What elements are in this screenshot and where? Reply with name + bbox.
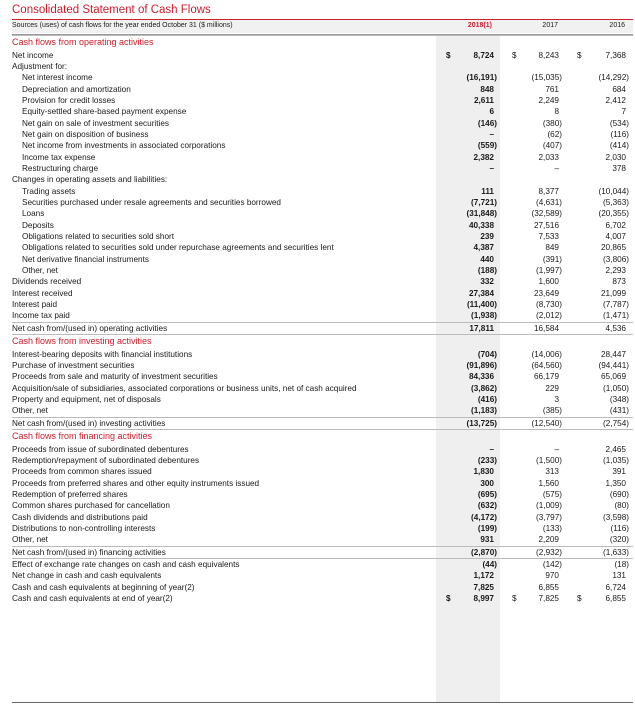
value-cell: 1,600 [538,277,559,287]
value-cell: 84,336 [468,372,494,382]
table-row [12,129,633,140]
table-row [12,208,633,219]
value-cell: 332 [480,277,494,287]
statement-title: Consolidated Statement of Cash Flows [12,4,211,16]
currency-symbol: $ [512,593,517,603]
value-cell: (14,292) [598,73,629,83]
value-cell: 6,702 [605,220,626,230]
value-cell: (407) [542,141,562,151]
value-cell: (704) [477,349,497,359]
footer-rule [12,702,633,703]
row-label: Cash flows from investing activities [12,336,152,347]
value-cell: 65,069 [600,372,626,382]
table-row [12,534,633,545]
value-cell: 131 [612,571,626,581]
row-label: Deposits [22,220,54,230]
row-label: Net cash from/(used in) operating activities [12,323,168,333]
table-row [12,466,633,477]
table-row [12,394,633,405]
value-cell: – [489,163,494,173]
row-label: Property and equipment, net of disposals [12,394,161,404]
row-label: Net gain on disposition of business [22,129,149,139]
value-cell: 17,811 [469,323,494,333]
value-cell: 20,865 [600,243,626,253]
row-label: Cash flows from financing activities [12,431,153,441]
total-row [12,322,633,334]
row-label: Interest paid [12,300,58,310]
table-row [12,118,633,129]
value-cell: 40,338 [468,220,494,230]
row-label: Cash dividends and distributions paid [12,512,148,522]
value-cell: 848 [480,84,494,94]
value-cell: (146) [477,118,497,128]
row-label: Distributions to non-controlling interests [12,523,156,533]
table-row [12,360,633,371]
value-cell: (44) [482,559,497,569]
value-cell: (116) [610,129,629,139]
row-label: Effect of exchange rate changes on cash and cash equivalents [12,559,240,569]
row-label: Proceeds from issue of subordinated debentures [12,444,189,454]
value-cell: (1,938) [471,311,497,321]
row-label: Proceeds from preferred shares and other equity instruments issued [12,478,260,488]
value-cell: – [554,444,559,454]
value-cell: (1,997) [536,266,562,276]
table-row [12,500,633,511]
value-cell: (13,725) [466,418,497,428]
value-cell: (2,932) [536,547,562,557]
table-row [12,220,633,231]
value-cell: (64,560) [531,360,562,370]
value-cell: 6,855 [605,593,626,603]
table-row [12,489,633,500]
value-cell: (4,172) [471,512,497,522]
total-row [12,546,633,558]
currency-symbol: $ [577,593,582,603]
value-cell: (1,471) [603,311,629,321]
value-cell: 2,412 [605,95,626,105]
row-label: Interest received [12,288,73,298]
table-row [12,265,633,276]
row-label: Net interest income [22,73,93,83]
value-cell: 2,382 [473,152,494,162]
value-cell: 6 [489,107,494,117]
value-cell: (133) [542,523,562,533]
table-row [12,163,633,174]
value-cell: 7,825 [473,582,494,592]
row-label: Restructuring charge [22,163,98,173]
value-cell: 6,855 [538,582,559,592]
statement-subtitle: Sources (uses) of cash flows for the year ended October 31 ($ millions) [12,22,233,29]
value-cell: (32,589) [531,209,562,219]
table-row [12,371,633,382]
year-header-2018: 2018(1) [467,22,492,29]
value-cell: 2,033 [538,152,559,162]
value-cell: – [489,129,494,139]
value-cell: 239 [480,232,494,241]
value-cell: 8,377 [538,186,559,196]
value-cell: 391 [612,467,626,477]
row-label: Redemption of preferred shares [12,489,128,499]
value-cell: 23,649 [533,288,559,298]
value-cell: (233) [477,455,497,465]
table-row [12,174,633,185]
value-cell: 111 [481,186,494,196]
value-cell: 7,825 [538,593,559,603]
row-label: Common shares purchased for cancellation [12,501,170,511]
value-cell: 4,536 [605,323,626,333]
table-row [12,512,633,523]
table-row [12,61,633,72]
value-cell: (62) [547,129,562,139]
value-cell: (431) [609,406,629,416]
row-label: Cash and cash equivalents at end of year(2) [12,593,173,603]
row-label: Proceeds from common shares issued [12,467,152,477]
row-label: Equity-settled share-based payment expense [22,107,187,117]
currency-symbol: $ [577,50,582,60]
value-cell: 8,997 [473,593,494,603]
row-label: Net income from investments in associated corporations [22,141,226,151]
value-cell: (1,633) [603,547,629,557]
cash-flow-table [12,35,633,604]
value-cell: (2,754) [603,418,629,428]
value-cell: 761 [545,84,559,94]
value-cell: (20,355) [598,209,629,219]
value-cell: (80) [614,501,629,511]
value-cell: (18) [614,559,629,569]
table-row [12,299,633,310]
value-cell: (380) [542,118,562,128]
value-cell: 66,179 [533,372,559,382]
row-label: Income tax paid [12,311,70,321]
row-label: Changes in operating assets and liabilities: [12,175,168,185]
value-cell: (1,035) [603,455,629,465]
table-row [12,276,633,287]
value-cell: (8,730) [536,300,562,310]
total-row [12,417,633,429]
value-cell: 849 [545,243,559,253]
value-cell: 1,830 [473,467,494,477]
row-label: Acquisition/sale of subsidiaries, associated corporations or business units, net of cash acquired [12,383,357,393]
value-cell: 1,172 [473,571,494,581]
value-cell: (94,441) [598,360,629,370]
value-cell: 27,516 [533,220,559,230]
table-row [12,593,633,604]
value-cell: (348) [609,394,629,404]
row-label: Other, net [12,535,48,545]
table-row [12,523,633,534]
value-cell: (690) [609,489,629,499]
value-cell: 8,243 [538,50,559,60]
value-cell: (10,044) [598,186,629,196]
value-cell: 970 [545,571,559,581]
row-label: Provision for credit losses [22,95,116,105]
table-row [12,570,633,581]
value-cell: (5,363) [603,197,629,207]
value-cell: 7,368 [605,50,626,60]
value-cell: (188) [477,266,497,276]
row-label: Other, net [22,266,58,276]
row-label: Trading assets [22,186,76,196]
value-cell: (12,540) [531,418,562,428]
value-cell: (199) [477,523,497,533]
value-cell: 4,387 [473,243,494,253]
value-cell: 27,384 [468,288,494,298]
value-cell: 2,611 [473,95,494,105]
value-cell: 2,249 [538,95,559,105]
value-cell: (2,012) [536,311,562,321]
value-cell: 873 [612,277,626,287]
currency-symbol: $ [512,50,517,60]
column-header-row [12,20,633,33]
table-row [12,84,633,95]
table-row [12,95,633,106]
row-label: Net income [12,50,54,60]
value-cell: 3 [554,394,559,404]
section-header [12,429,633,444]
value-cell: 2,030 [605,152,626,162]
table-row [12,288,633,299]
value-cell: (559) [477,141,497,151]
value-cell: 2,209 [538,535,559,545]
table-row [12,455,633,466]
value-cell: 28,447 [600,349,626,359]
value-cell: (1,183) [471,406,497,416]
table-row [12,444,633,455]
value-cell: (1,500) [536,455,562,465]
value-cell: (534) [609,118,629,128]
value-cell: (3,806) [603,254,629,264]
row-label: Net cash from/(used in) financing activities [12,547,166,557]
year-header-2016: 2016 [609,22,625,29]
value-cell: (695) [477,489,497,499]
table-row [12,383,633,394]
value-cell: (7,787) [603,300,629,310]
table-row [12,242,633,253]
value-cell: (14,006) [531,349,562,359]
row-label: Adjustment for: [12,61,68,71]
value-cell: (142) [542,559,562,569]
table-row [12,254,633,265]
value-cell: 7,533 [538,232,559,241]
row-label: Dividends received [12,277,82,287]
table-row [12,582,633,593]
value-cell: (3,598) [603,512,629,522]
value-cell: (575) [542,489,562,499]
table-row [12,197,633,208]
value-cell: (1,050) [603,383,629,393]
value-cell: 229 [545,383,559,393]
table-row [12,349,633,360]
currency-symbol: $ [446,593,451,603]
table-row [12,405,633,416]
value-cell: 16,584 [533,323,559,333]
value-cell: 931 [480,535,494,545]
row-label: Purchase of investment securities [12,360,135,370]
row-label: Net derivative financial instruments [22,254,149,264]
value-cell: (414) [609,141,629,151]
value-cell: (15,035) [531,73,562,83]
value-cell: (11,400) [466,300,497,310]
row-label: Proceeds from sale and maturity of investment securities [12,372,218,382]
value-cell: 7 [621,107,626,117]
value-cell: (4,631) [536,197,562,207]
value-cell: 1,560 [538,478,559,488]
value-cell: 378 [612,163,626,173]
row-label: Redemption/repayment of subordinated debentures [12,455,200,465]
value-cell: 2,465 [605,444,626,454]
value-cell: (116) [610,523,629,533]
total-row [12,558,633,570]
value-cell: 1,350 [605,478,626,488]
value-cell: (3,862) [471,383,497,393]
row-label: Cash flows from operating activities [12,37,154,47]
value-cell: (391) [542,254,562,264]
value-cell: (31,848) [466,209,497,219]
value-cell: (16,191) [466,73,497,83]
value-cell: 4,007 [605,232,626,241]
row-label: Cash and cash equivalents at beginning of year(2) [12,582,195,592]
table-row [12,106,633,117]
value-cell: (2,870) [471,547,497,557]
value-cell: (7,721) [471,197,497,207]
value-cell: (385) [542,406,562,416]
value-cell: (91,896) [466,360,497,370]
value-cell: (1,009) [536,501,562,511]
currency-symbol: $ [446,50,451,60]
value-cell: 440 [480,254,494,264]
row-label: Securities purchased under resale agreements and securities borrowed [22,197,281,207]
row-label: Interest-bearing deposits with financial institutions [12,349,193,359]
section-header [12,334,633,349]
table-row [12,50,633,61]
value-cell: (320) [609,535,629,545]
table-row [12,72,633,83]
value-cell: (416) [477,394,497,404]
table-row [12,231,633,242]
value-cell: 2,293 [605,266,626,276]
section-header [12,35,633,50]
value-cell: 21,099 [600,288,626,298]
year-header-2017: 2017 [542,22,558,29]
row-label: Other, net [12,406,48,416]
value-cell: 8 [554,107,559,117]
value-cell: – [554,163,559,173]
value-cell: 300 [480,478,494,488]
value-cell: 684 [612,84,626,94]
table-row [12,186,633,197]
value-cell: (3,797) [536,512,562,522]
table-row [12,310,633,321]
table-row [12,478,633,489]
value-cell: 6,724 [605,582,626,592]
row-label: Obligations related to securities sold under repurchase agreements and securities lent [22,243,334,253]
row-label: Depreciation and amortization [22,84,131,94]
row-label: Net cash from/(used in) investing activities [12,418,166,428]
value-cell: 8,724 [473,50,494,60]
row-label: Net change in cash and cash equivalents [12,571,162,581]
row-label: Net gain on sale of investment securities [22,118,169,128]
table-row [12,152,633,163]
row-label: Obligations related to securities sold short [22,232,175,241]
value-cell: – [489,444,494,454]
value-cell: (632) [477,501,497,511]
row-label: Income tax expense [22,152,96,162]
table-row [12,140,633,151]
value-cell: 313 [545,467,559,477]
row-label: Loans [22,209,45,219]
